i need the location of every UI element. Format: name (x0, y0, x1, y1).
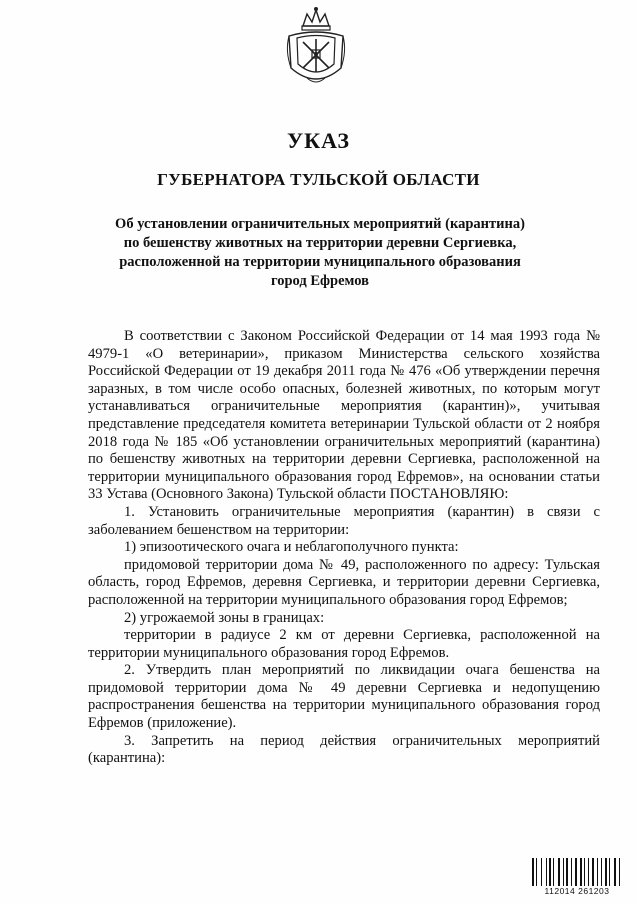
barcode-bar (620, 858, 621, 886)
subject-line: город Ефремов (271, 273, 369, 289)
barcode-icon (532, 858, 622, 886)
barcode-bar (584, 858, 585, 886)
barcode-bar (541, 858, 542, 886)
body-paragraph: придомовой территории дома № 49, расположенного по адресу: Тульская область, город Ефремов, деревня Сергиевка, и территории деревни Сергиевка, расположенной на территории муниципального образования город Ефремов; (88, 556, 600, 608)
barcode-bar (590, 858, 591, 886)
body-paragraph: В соответствии с Законом Российской Федерации от 14 мая 1993 года № 4979-1 «О ветеринарии», приказом Министерства сельского хозяйства Российской Федерации от 19 декабря 2011 года № 476 «Об утверждении перечня заразных, в том числе особо опасных, болезней животных, по которым могут устанавливаться ограничительные мероприятия (карантин)», учитывая представление председателя комитета ветеринарии Тульской области от 2 ноября 2018 года № 185 «Об установлении ограничительных мероприятий (карантина) по бешенству животных на территории деревни Сергиевка, расположенной на территории муниципального образования город Ефремов», на основании статьи 33 Устава (Основного Закона) Тульской области ПОСТАНОВЛЯЮ: (88, 328, 600, 503)
barcode-bar (573, 858, 574, 886)
body-paragraph: 1) эпизоотического очага и неблагополучного пункта: (124, 539, 459, 556)
barcode-bar (617, 858, 618, 886)
document-type-title: УКАЗ (286, 128, 351, 153)
barcode-bar (552, 858, 553, 886)
issuer-title: ГУБЕРНАТОРА ТУЛЬСКОЙ ОБЛАСТИ (157, 170, 480, 189)
barcode-bar (605, 858, 607, 886)
body-paragraph: 2) угрожаемой зоны в границах: (124, 609, 325, 626)
coat-of-arms-icon (283, 6, 349, 92)
barcode-bar (609, 858, 610, 886)
barcode-bar (571, 858, 572, 886)
barcode-bar (588, 858, 590, 886)
barcode-bar (549, 858, 551, 886)
barcode-bar (614, 858, 616, 886)
barcode-bar (561, 858, 562, 886)
barcode-bar (569, 858, 571, 886)
barcode-bar (536, 858, 537, 886)
barcode-bar (546, 858, 547, 886)
barcode-bar (619, 858, 620, 886)
barcode-bar (565, 858, 566, 886)
barcode-bar (553, 858, 554, 886)
body-paragraph: 1. Установить ограничительные мероприятия (карантин) в связи с заболеванием бешенством на территории: (88, 503, 600, 538)
barcode-bar (547, 858, 548, 886)
subject-line: расположенной на территории муниципального образования (119, 254, 521, 270)
barcode-bar (601, 858, 602, 886)
body-paragraph: территории в радиусе 2 км от деревни Сергиевка, расположенной на территории муниципального образования город Ефремов. (88, 627, 600, 661)
barcode-bar (603, 858, 604, 886)
barcode-bar (555, 858, 557, 886)
barcode (532, 858, 622, 898)
barcode-bar (595, 858, 596, 886)
barcode-bar (578, 858, 579, 886)
barcode-bar (592, 858, 594, 886)
barcode-bar (580, 858, 582, 886)
subject-line: по бешенству животных на территории деревни Сергиевка, (123, 235, 517, 251)
barcode-number: 112014 261203 (544, 886, 610, 896)
barcode-bar (542, 858, 544, 886)
barcode-bar (586, 858, 587, 886)
barcode-bar (566, 858, 568, 886)
barcode-bar (599, 858, 601, 886)
barcode-bar (563, 858, 564, 886)
barcode-bar (611, 858, 613, 886)
body-paragraph: 2. Утвердить план мероприятий по ликвидации очага бешенства на придомовой территории дома № 49 деревни Сергиевка и недопущению распространения бешенства на территории муниципального образования город Ефремов (приложение). (88, 662, 600, 732)
barcode-bar (532, 858, 534, 886)
subject-line: Об установлении ограничительных мероприятий (карантина) (115, 216, 525, 232)
document-body (88, 328, 600, 768)
barcode-bar (535, 858, 536, 886)
barcode-bar (558, 858, 560, 886)
document-subject (80, 215, 560, 291)
barcode-bar (597, 858, 598, 886)
barcode-bar (575, 858, 577, 886)
body-paragraph: 3. Запретить на период действия ограничительных мероприятий (карантина): (88, 732, 600, 767)
barcode-bar (538, 858, 540, 886)
barcode-bar (608, 858, 609, 886)
barcode-bar (583, 858, 584, 886)
